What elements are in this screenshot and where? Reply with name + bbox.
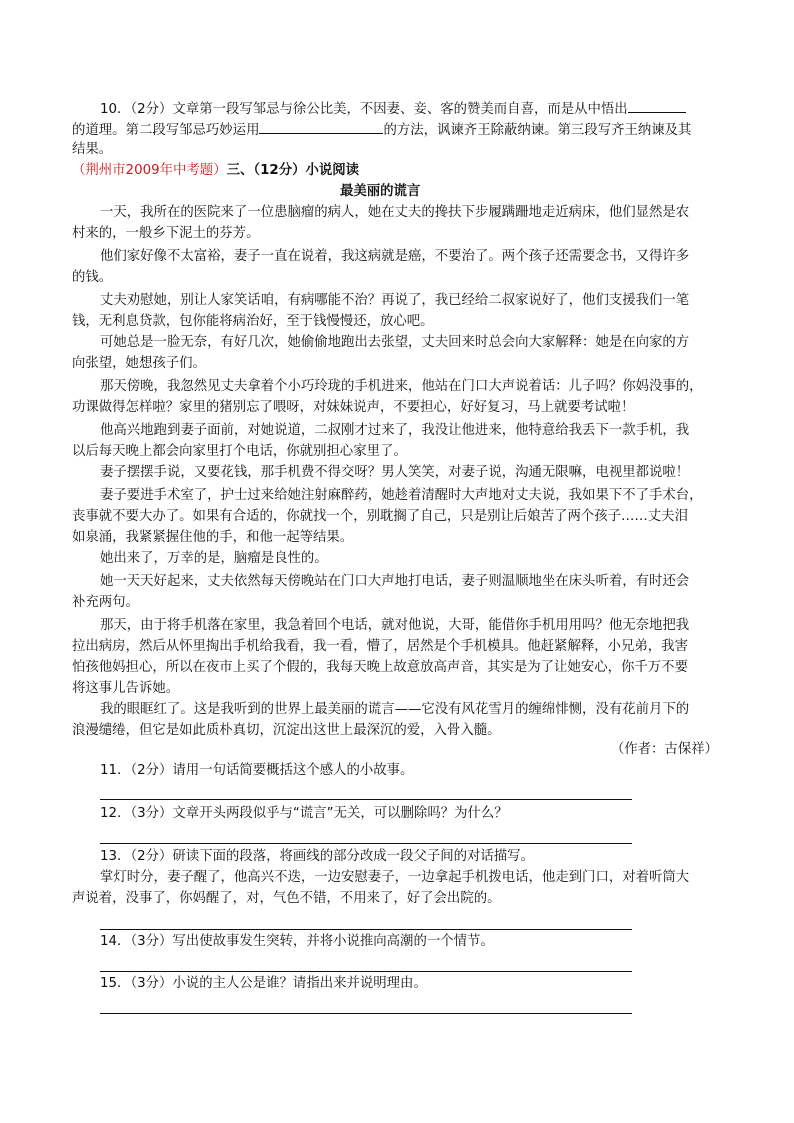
answer-line-13[interactable] bbox=[100, 929, 632, 930]
story-line: 那天傍晚，我忽然见丈夫拿着个小巧玲珑的手机进来，他站在门口大声说着话：儿子吗？你妈没事的， bbox=[100, 379, 703, 394]
question-13: 13．（2分）研读下面的段落，将画线的部分改成一段父子间的对话描写。 bbox=[100, 849, 534, 864]
story-line: 的钱。 bbox=[72, 270, 113, 285]
q10-text-2b: 的方法，讽谏齐王除蔽纳谏。第三段写齐王纳谏及其 bbox=[383, 123, 692, 138]
story-line: 妻子摆摆手说，又要花钱，那手机费不得交呀？男人笑笑，对妻子说，沟通无限嘛，电视里都说啦！ bbox=[100, 465, 690, 480]
story-line: 他们家好像不太富裕，妻子一直在说着，我这病就是癌，不要治了。两个孩子还需要念书，又得许多 bbox=[100, 249, 690, 264]
answer-line-14[interactable] bbox=[100, 971, 632, 972]
q10-line-3: 结果。 bbox=[72, 142, 113, 157]
story-line: 将这事儿告诉她。 bbox=[72, 681, 180, 696]
question-12: 12．（3分）文章开头两段似乎与“谎言”无关，可以删除吗？为什么？ bbox=[100, 806, 508, 821]
author-credit: （作者：古保祥） bbox=[610, 742, 718, 757]
story-line: 一天，我所在的医院来了一位患脑瘤的病人，她在丈夫的搀扶下步履蹒跚地走近病床，他们显然是农 bbox=[100, 205, 690, 220]
q10-line-2 bbox=[72, 119, 691, 139]
story-line: 村来的，一般乡下泥土的芬芳。 bbox=[72, 226, 260, 241]
q10-text-1: 10．（2分）文章第一段写邹忌与徐公比美，不因妻、妾、客的赞美而自喜，而是从中悟出 bbox=[100, 102, 628, 117]
story-line: 补充两句。 bbox=[72, 595, 139, 610]
story-line: 怕孩他妈担心，所以在夜市上买了个假的，我每天晚上故意放高声音，其实是为了让她安心，你千万不要 bbox=[72, 660, 688, 675]
question-14: 14．（3分）写出使故事发生突转，并将小说推向高潮的一个情节。 bbox=[100, 934, 494, 949]
story-line: 妻子要进手术室了，护士过来给她注射麻醉药，她趁着清醒时大声地对丈夫说，我如果下不了手术台， bbox=[100, 488, 703, 503]
section-heading bbox=[72, 161, 359, 181]
question-15: 15．（3分）小说的主人公是谁？请指出来并说明理由。 bbox=[100, 976, 427, 991]
q10-line-1 bbox=[100, 98, 686, 118]
story-line: 功课做得怎样啦？家里的猪别忘了喂呀，对妹妹说声，不要担心，好好复习，马上就要考试啦！ bbox=[72, 400, 635, 415]
q10-blank-1[interactable] bbox=[628, 98, 686, 113]
story-line: 可她总是一脸无奈，有好几次，她偷偷地跑出去张望，丈夫回来时总会向大家解释：她是在向家的方 bbox=[100, 335, 690, 350]
answer-line-12[interactable] bbox=[100, 843, 632, 844]
story-title: 最美丽的谎言 bbox=[340, 184, 421, 199]
story-line: 他高兴地跑到妻子面前，对她说道，二叔刚才过来了，我没让他进来，他特意给我丢下一款手机，我 bbox=[100, 423, 690, 438]
story-line: 向张望，她想孩子们。 bbox=[72, 356, 206, 371]
story-line: 她出来了，万幸的是，脑瘤是良性的。 bbox=[100, 551, 328, 566]
source-label: （荆州市2009年中考题） bbox=[72, 163, 227, 178]
story-line: 那天，由于将手机落在家里，我急着回个电话，就对他说，大哥，能借你手机用用吗？他无奈地把我 bbox=[100, 618, 690, 633]
q10-text-2a: 的道理。第二段写邹忌巧妙运用 bbox=[72, 123, 260, 138]
q13-passage-line: 掌灯时分，妻子醒了，他高兴不迭，一边安慰妻子，一边拿起手机拨电话，他走到门口，对着听筒大 bbox=[100, 870, 690, 885]
q13-passage-line: 声说着，没事了，你妈醒了，对，气色不错，不用来了，好了会出院的。 bbox=[72, 891, 501, 906]
story-line: 丧事就不要大办了。如果有合适的，你就找一个，别耽搁了自己，只是别让后娘苦了两个孩子……丈夫泪 bbox=[72, 509, 688, 524]
answer-line-11[interactable] bbox=[100, 799, 632, 800]
answer-line-15[interactable] bbox=[100, 1013, 632, 1014]
story-line: 浪漫缱绻，但它是如此质朴真切，沉淀出这世上最深沉的爱，入骨入髓。 bbox=[72, 723, 501, 738]
story-line: 以后每天晚上都会向家里打个电话，你就别担心家里了。 bbox=[72, 444, 407, 459]
story-line: 丈夫劝慰她，别让人家笑话咱，有病哪能不治？再说了，我已经给二叔家说好了，他们支援我们一笔 bbox=[100, 293, 690, 308]
story-line: 拉出病房，然后从怀里掏出手机给我看，我一看，懵了，居然是个手机模具。他赶紧解释，小兄弟，我害 bbox=[72, 639, 688, 654]
section-title: 三、（12分）小说阅读 bbox=[226, 163, 360, 178]
question-11: 11．（2分）请用一句话简要概括这个感人的小故事。 bbox=[100, 763, 414, 778]
story-line: 如泉涌，我紧紧握住他的手，和他一起等结果。 bbox=[72, 530, 354, 545]
story-line: 我的眼眶红了。这是我听到的世界上最美丽的谎言——它没有风花雪月的缠绵悱恻，没有花前月下的 bbox=[100, 702, 690, 717]
story-line: 她一天天好起来，丈夫依然每天傍晚站在门口大声地打电话，妻子则温顺地坐在床头听着，有时还会 bbox=[100, 574, 690, 589]
story-line: 钱，无利息贷款，包你能将病治好，至于钱慢慢还，放心吧。 bbox=[72, 314, 434, 329]
q10-blank-2[interactable] bbox=[259, 119, 383, 134]
